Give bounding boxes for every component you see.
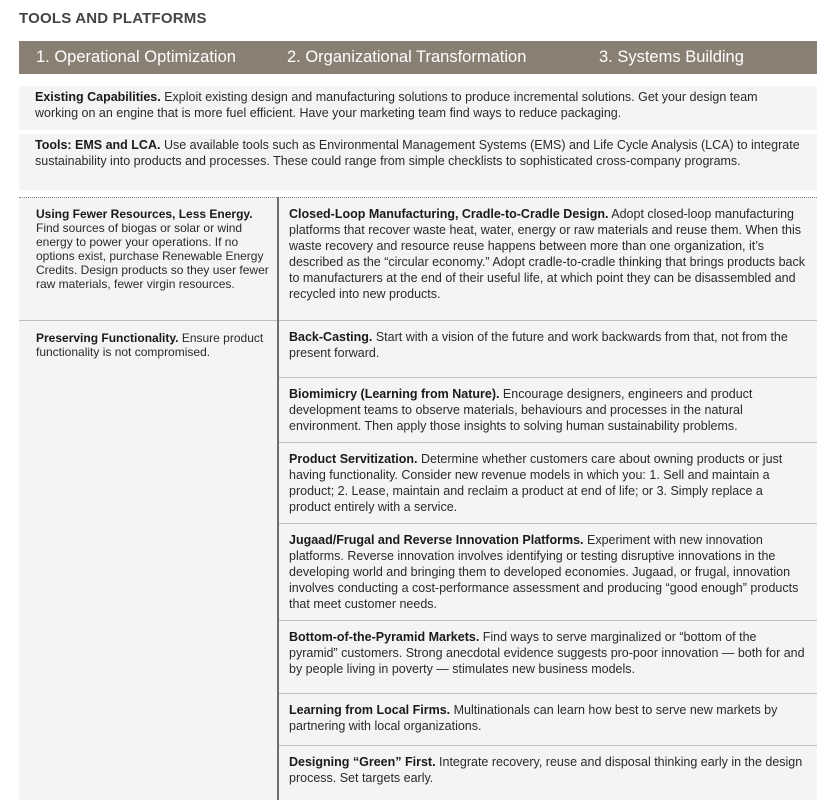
right-item-closed-loop	[279, 198, 817, 302]
right-item-title: Learning from Local Firms.	[289, 703, 451, 717]
tools-ems-lca-title: Tools: EMS and LCA.	[35, 138, 161, 152]
practices-grid	[19, 197, 817, 800]
left-item-title: Preserving Functionality.	[36, 331, 179, 345]
right-item-title: Closed-Loop Manufacturing, Cradle-to-Cradle Design.	[289, 207, 609, 221]
left-item-text: Find sources of biogas or solar or wind energy to power your operations. If no options exist, purchase Renewable Energy Credits. Design products so they user fewer raw materials, fewer virgin resources.	[36, 221, 269, 291]
right-item-text: Encourage designers, engineers and product development teams to observe materials, behaviours and processes in the natural environment. Then apply those insights to solving human sustainability problems.	[289, 387, 753, 433]
existing-capabilities-row	[19, 86, 817, 130]
left-item-preserving-functionality	[19, 321, 279, 377]
right-item-text: Experiment with new innovation platforms. Reverse innovation involves identifying or testing disruptive innovations in the developing world and bringing them to developed economies. Jugaad, or frugal, innovation involves conducting a cost-performance assessment and producing “good enough” products that meet customer needs.	[289, 533, 799, 611]
right-item-text: Find ways to serve marginalized or “bottom of the pyramid” customers. Strong anecdotal evidence suggests pro-poor innovation — both for and by people living in poverty — stimulates new business models.	[289, 630, 805, 676]
right-item-text: Multinationals can learn how best to serve new markets by partnering with local organizations.	[289, 703, 778, 733]
right-item-title: Designing “Green” First.	[289, 755, 436, 769]
right-item-title: Product Servitization.	[289, 452, 418, 466]
right-item-title: Biomimicry (Learning from Nature).	[289, 387, 500, 401]
header-operational-optimization: 1. Operational Optimization	[36, 48, 236, 66]
header-organizational-transformation: 2. Organizational Transformation	[287, 48, 527, 66]
stage-header	[19, 41, 817, 74]
right-item-jugaad	[279, 524, 817, 612]
left-item-text: Ensure product functionality is not compromised.	[36, 331, 264, 359]
right-item-local-firms	[279, 694, 817, 734]
right-item-servitization	[279, 443, 817, 515]
existing-capabilities-text: Exploit existing design and manufacturing solutions to produce incremental solutions. Get your design team working on an engine that is more fuel efficient. Have your marketing team find ways to reduce packaging.	[35, 90, 758, 120]
right-item-biomimicry	[279, 378, 817, 434]
right-item-text: Integrate recovery, reuse and disposal thinking early in the design process. Set targets early.	[289, 755, 803, 785]
right-item-bottom-of-pyramid	[279, 621, 817, 677]
left-item-title: Using Fewer Resources, Less Energy.	[36, 207, 253, 221]
right-item-back-casting	[279, 321, 817, 361]
right-item-text: Determine whether customers care about owning products or just having functionality. Consider new revenue models in which you: 1. Sell and maintain a product; 2. Lease, maintain and reclaim a product at end of life; or 3. Simply replace a product entirely with a service.	[289, 452, 783, 514]
right-item-title: Bottom-of-the-Pyramid Markets.	[289, 630, 480, 644]
right-item-title: Back-Casting.	[289, 330, 373, 344]
tools-ems-lca-row	[19, 134, 817, 190]
right-item-text: Start with a vision of the future and work backwards from that, not from the present forward.	[289, 330, 788, 360]
page-title: TOOLS AND PLATFORMS	[19, 10, 207, 27]
tools-ems-lca-text: Use available tools such as Environmental Management Systems (EMS) and Life Cycle Analysis (LCA) to integrate sustainability into products and processes. These could range from simple checklists to sophisticated cross-company programs.	[35, 138, 800, 168]
existing-capabilities-title: Existing Capabilities.	[35, 90, 161, 104]
header-systems-building: 3. Systems Building	[599, 48, 744, 66]
right-item-title: Jugaad/Frugal and Reverse Innovation Platforms.	[289, 533, 584, 547]
right-item-text: Adopt closed-loop manufacturing platforms that recover waste heat, water, energy or raw materials and reuse them. When this waste recovery and resource reuse happens between more than one organization, it’s described as the “circular economy.” Adopt cradle-to-cradle thinking that brings products back to manufacturers at the end of their useful life, at which point they can be disassembled and recycled into new products.	[289, 207, 805, 301]
right-item-designing-green	[279, 746, 817, 786]
left-item-fewer-resources	[19, 197, 279, 320]
